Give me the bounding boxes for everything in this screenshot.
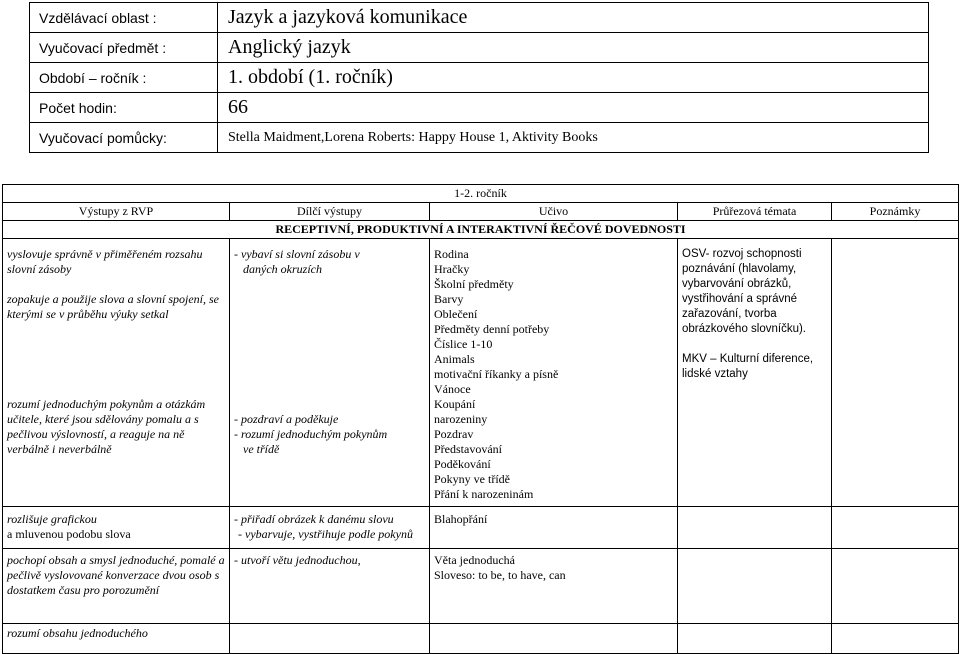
dilci-cell (230, 239, 430, 507)
ucivo-item: Blahopřání (434, 512, 488, 526)
section-row (3, 221, 959, 239)
temata-cell (678, 507, 832, 549)
rvp-item: zopakuje a použije slova a slovní spojení, se kterými se v průběhu výuky setkal (7, 292, 219, 321)
ucivo-item: Představování (434, 442, 502, 456)
dilci-item: - vybaví si slovní zásobu v (234, 247, 360, 261)
header-row (30, 93, 929, 123)
value-obdobi-rocnik: 1. období (1. ročník) (218, 63, 929, 93)
ucivo-item: Vánoce (434, 382, 471, 396)
col-header-ucivo: Učivo (430, 203, 678, 221)
rvp-cell (3, 549, 230, 624)
rvp-cell (3, 507, 230, 549)
rvp-item: rozlišuje grafickou (7, 512, 97, 526)
header-row (30, 3, 929, 33)
table-row (3, 624, 959, 654)
grade-row (3, 185, 959, 203)
rvp-cell (3, 624, 230, 654)
dilci-cell (230, 624, 430, 654)
ucivo-item: Oblečení (434, 307, 478, 321)
ucivo-item: Číslice 1-10 (434, 337, 493, 351)
temata-cell (678, 239, 832, 507)
ucivo-item: Pokyny ve třídě (434, 472, 510, 486)
temata-cell (678, 624, 832, 654)
rvp-cell (3, 239, 230, 507)
ucivo-item: Pozdrav (434, 427, 474, 441)
rvp-item: vyslovuje správně v přiměřeném rozsahu slovní zásoby (7, 247, 203, 276)
table-row (3, 239, 959, 507)
poznamky-cell (832, 239, 959, 507)
header-row (30, 33, 929, 63)
header-row (30, 63, 929, 93)
ucivo-item: Animals (434, 352, 475, 366)
grade-header: 1-2. ročník (3, 185, 959, 203)
ucivo-item: motivační říkanky a písně (434, 367, 559, 381)
value-vzdelavaci-oblast: Jazyk a jazyková komunikace (218, 3, 929, 33)
ucivo-item: Přání k narozeninám (434, 487, 534, 501)
value-vyucovaci-predmet: Anglický jazyk (218, 33, 929, 63)
rvp-item: pochopí obsah a smysl jednoduché, pomalé a pečlivě vyslovované konverzace dvou osob s dostatkem času pro porozumění (7, 553, 225, 597)
rvp-item: a mluvenou podobu slova (7, 527, 131, 541)
rvp-item: rozumí jednoduchým pokynům a otázkám učitele, které jsou sdělovány pomalu a s pečlivou výslovností, a reaguje na ně verbálně i neverbálně (7, 397, 206, 456)
col-header-dilci: Dílčí výstupy (230, 203, 430, 221)
dilci-item: ve třídě (243, 442, 280, 456)
ucivo-item: Hračky (434, 262, 470, 276)
temata-item: MKV – Kulturní diference, lidské vztahy (682, 353, 814, 380)
ucivo-item: Koupání (434, 397, 476, 411)
dilci-cell (230, 549, 430, 624)
ucivo-cell (430, 507, 678, 549)
ucivo-item: Věta jednoduchá (434, 553, 515, 567)
label-vyucovaci-pomucky: Vyučovací pomůcky: (30, 123, 218, 153)
poznamky-cell (832, 549, 959, 624)
dilci-item: - rozumí jednoduchým pokynům (234, 427, 388, 441)
ucivo-item: Školní předměty (434, 277, 514, 291)
dilci-item: - pozdraví a poděkuje (234, 412, 339, 426)
ucivo-cell (430, 549, 678, 624)
dilci-item: daných okruzích (243, 262, 322, 276)
column-header-row (3, 203, 959, 221)
ucivo-item: Barvy (434, 292, 464, 306)
value-pocet-hodin: 66 (218, 93, 929, 123)
col-header-temata: Průřezová témata (678, 203, 832, 221)
poznamky-cell (832, 624, 959, 654)
rvp-item: rozumí obsahu jednoduchého (7, 626, 148, 640)
dilci-item: - utvoří větu jednoduchou, (234, 553, 361, 567)
header-table (29, 2, 929, 153)
col-header-rvp: Výstupy z RVP (3, 203, 230, 221)
value-vyucovaci-pomucky: Stella Maidment,Lorena Roberts: Happy House 1, Aktivity Books (218, 123, 929, 153)
label-obdobi-rocnik: Období – ročník : (30, 63, 218, 93)
ucivo-cell (430, 239, 678, 507)
section-title: RECEPTIVNÍ, PRODUKTIVNÍ A INTERAKTIVNÍ ŘEČOVÉ DOVEDNOSTI (3, 221, 959, 239)
temata-cell (678, 549, 832, 624)
temata-item: OSV- rozvoj schopnosti poznávání (hlavolamy, vybarvování obrázků, vystřihování a správné zařazování, tvorba obrázkového slovníčku). (682, 248, 807, 335)
dilci-cell (230, 507, 430, 549)
ucivo-item: narozeniny (434, 412, 488, 426)
dilci-item: - vybarvuje, vystřihuje podle pokynů (238, 527, 413, 541)
col-header-poznamky: Poznámky (832, 203, 959, 221)
ucivo-item: Předměty denní potřeby (434, 322, 550, 336)
header-row (30, 123, 929, 153)
ucivo-item: Poděkování (434, 457, 491, 471)
ucivo-item: Sloveso: to be, to have, can (434, 568, 566, 582)
ucivo-cell (430, 624, 678, 654)
dilci-item: - přiřadí obrázek k danému slovu (234, 512, 394, 526)
table-row (3, 507, 959, 549)
label-vyucovaci-predmet: Vyučovací předmět : (30, 33, 218, 63)
poznamky-cell (832, 507, 959, 549)
label-vzdelavaci-oblast: Vzdělávací oblast : (30, 3, 218, 33)
curriculum-table (2, 184, 959, 654)
ucivo-item: Rodina (434, 247, 469, 261)
table-row (3, 549, 959, 624)
label-pocet-hodin: Počet hodin: (30, 93, 218, 123)
